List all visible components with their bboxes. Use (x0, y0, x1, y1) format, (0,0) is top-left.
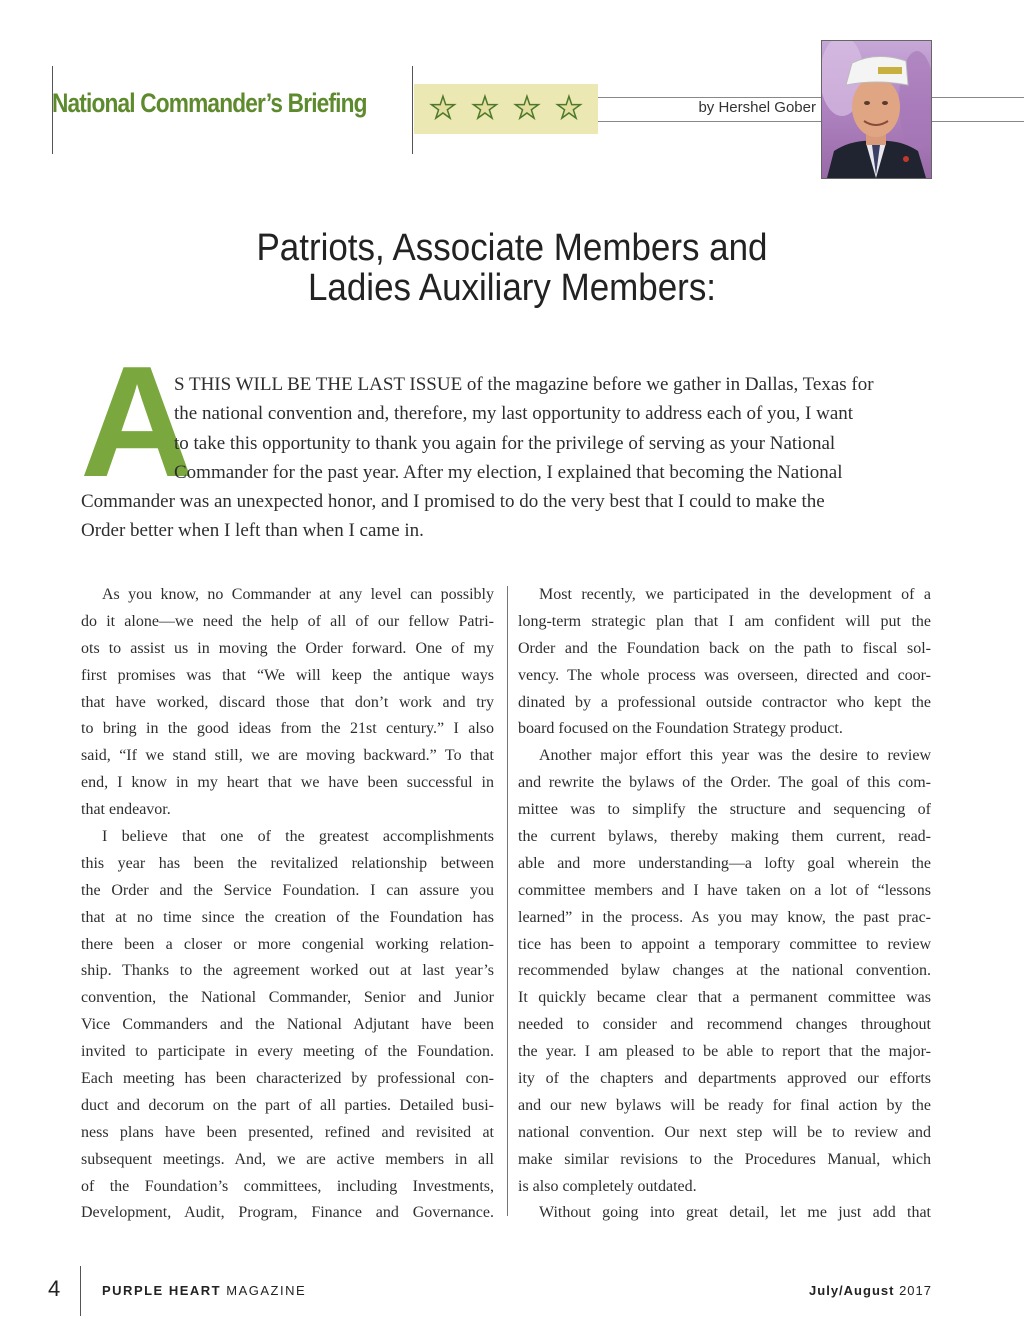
body-line: national convention. Our next step will be to review and (518, 1123, 931, 1141)
body-line: mittee was to simplify the structure and sequencing of (518, 801, 931, 819)
body-line: said, “If we stand still, we are moving backward.” To that (81, 747, 494, 765)
footer-divider (80, 1266, 81, 1316)
body-line: Order and the Foundation back on the path to fiscal sol- (518, 639, 931, 657)
header-mid-rule (412, 66, 413, 154)
body-line: Development, Audit, Program, Finance and Governance. (81, 1204, 494, 1222)
headline-line: Ladies Auxiliary Members: (307, 267, 717, 309)
body-line: this year has been the revitalized relationship between (81, 854, 494, 872)
body-line: Most recently, we participated in the development of a (539, 586, 931, 603)
body-line: is also completely outdated. (518, 1177, 697, 1195)
body-line: needed to consider and recommend changes throughout (518, 1016, 931, 1034)
drop-cap: A (80, 334, 195, 510)
magazine-name-rest: MAGAZINE (226, 1283, 307, 1298)
body-line: that at no time since the creation of the Foundation has (81, 908, 494, 926)
body-line: ots to assist us in moving the Order forward. One of my (81, 639, 494, 657)
star-icon: ★ (471, 92, 499, 125)
body-line: committee members and I have taken on a lot of “lessons (518, 881, 931, 899)
star-icon: ★ (555, 92, 583, 125)
body-line: Another major effort this year was the desire to review (539, 747, 931, 765)
author-byline: by Hershel Gober (698, 99, 816, 116)
issue-months: July/August (809, 1283, 895, 1298)
header-rule-top-right (931, 97, 1024, 98)
body-line: Without going into great detail, let me just add that (539, 1204, 931, 1222)
lead-line: to take this opportunity to thank you again for the privilege of serving as your National (174, 432, 836, 454)
headline-line: Patriots, Associate Members and (256, 227, 768, 269)
issue-date (809, 1283, 932, 1298)
body-line: make similar revisions to the Procedures Manual, which (518, 1150, 931, 1168)
body-line: that have worked, discard those that don’t work and try (81, 693, 494, 711)
header-rule-bottom-right (931, 121, 1024, 122)
body-line: the current bylaws, thereby making them current, read- (518, 828, 931, 846)
body-line: I believe that one of the greatest accomplishments (102, 828, 494, 846)
body-line: and rewrite the bylaws of the Order. The goal of this com- (518, 774, 931, 792)
star-icon: ★ (513, 92, 541, 125)
page-number: 4 (48, 1276, 61, 1301)
lead-line: Order better when I left than when I came in. (81, 520, 424, 542)
body-line: ship. Thanks to the agreement worked out at last year’s (81, 962, 494, 980)
page-headline (179, 228, 845, 308)
body-line: the Order and the Service Foundation. I can assure you (81, 881, 494, 899)
body-line: recommended bylaw changes at the national convention. (518, 962, 931, 980)
issue-year: 2017 (899, 1283, 932, 1298)
body-line: learned” in the process. As you may know, the past prac- (518, 908, 931, 926)
lead-line: the national convention and, therefore, my last opportunity to address each of you, I want (174, 403, 854, 425)
body-line: It quickly became clear that a permanent committee was (518, 989, 931, 1007)
header-rule-bottom (598, 121, 822, 122)
lead-paragraph (81, 370, 932, 546)
body-line: of the Foundation’s committees, including Investments, (81, 1177, 494, 1195)
lead-line: Commander for the past year. After my election, I explained that becoming the National (174, 461, 843, 483)
body-line: convention, the National Commander, Senior and Junior (81, 989, 494, 1007)
body-line: subsequent meetings. And, we are active members in all (81, 1150, 494, 1168)
body-line: vency. The whole process was overseen, directed and coor- (518, 666, 931, 684)
body-line: ity of the chapters and departments approved our efforts (518, 1070, 931, 1088)
author-photo (822, 41, 931, 178)
magazine-name (102, 1283, 306, 1298)
lead-line: S THIS WILL BE THE LAST ISSUE of the magazine before we gather in Dallas, Texas for (174, 374, 874, 395)
body-line: duct and decorum on the part of all parties. Detailed busi- (81, 1096, 494, 1114)
body-line: the year. I am pleased to be able to report that the major- (518, 1043, 931, 1061)
body-line: do it alone—we need the help of all of our fellow Patri- (81, 612, 494, 630)
body-line: and our new bylaws will be ready for final action by the (518, 1096, 931, 1114)
author-portrait-illustration (822, 41, 931, 178)
body-line: As you know, no Commander at any level can possibly (102, 586, 494, 603)
body-line: Vice Commanders and the National Adjutant have been (81, 1016, 494, 1034)
right-column (518, 582, 931, 1227)
magazine-name-bold: PURPLE HEART (102, 1283, 222, 1298)
body-line: board focused on the Foundation Strategy product. (518, 720, 843, 738)
body-line: invited to participate in every meeting of the Foundation. (81, 1043, 494, 1061)
body-line: end, I know in my heart that we have been successful in (81, 774, 494, 792)
body-line: tice has been to appoint a temporary committee to review (518, 935, 931, 953)
header-rule-top (598, 97, 822, 98)
body-line: dinated by a professional outside contractor who kept the (518, 693, 931, 711)
body-line: able and more understanding—a lofty goal wherein the (518, 854, 931, 872)
section-title: National Commander’s Briefing (52, 88, 367, 118)
left-column (81, 582, 494, 1227)
body-line: that endeavor. (81, 801, 171, 819)
body-line: first promises was that “We will keep the antique ways (81, 666, 494, 684)
body-line: Each meeting has been characterized by professional con- (81, 1070, 494, 1088)
body-line: to bring in the good ideas from the 21st century.” I also (81, 720, 494, 738)
column-divider (507, 586, 508, 1216)
body-line: there been a closer or more congenial working relation- (81, 935, 494, 953)
body-line: ness plans have been presented, refined and revisited at (81, 1123, 494, 1141)
stars-badge (414, 84, 598, 134)
lead-line: Commander was an unexpected honor, and I promised to do the very best that I could to make the (81, 491, 825, 513)
star-icon: ★ (429, 92, 457, 125)
body-line: long-term strategic plan that I am confident will put the (518, 612, 931, 630)
